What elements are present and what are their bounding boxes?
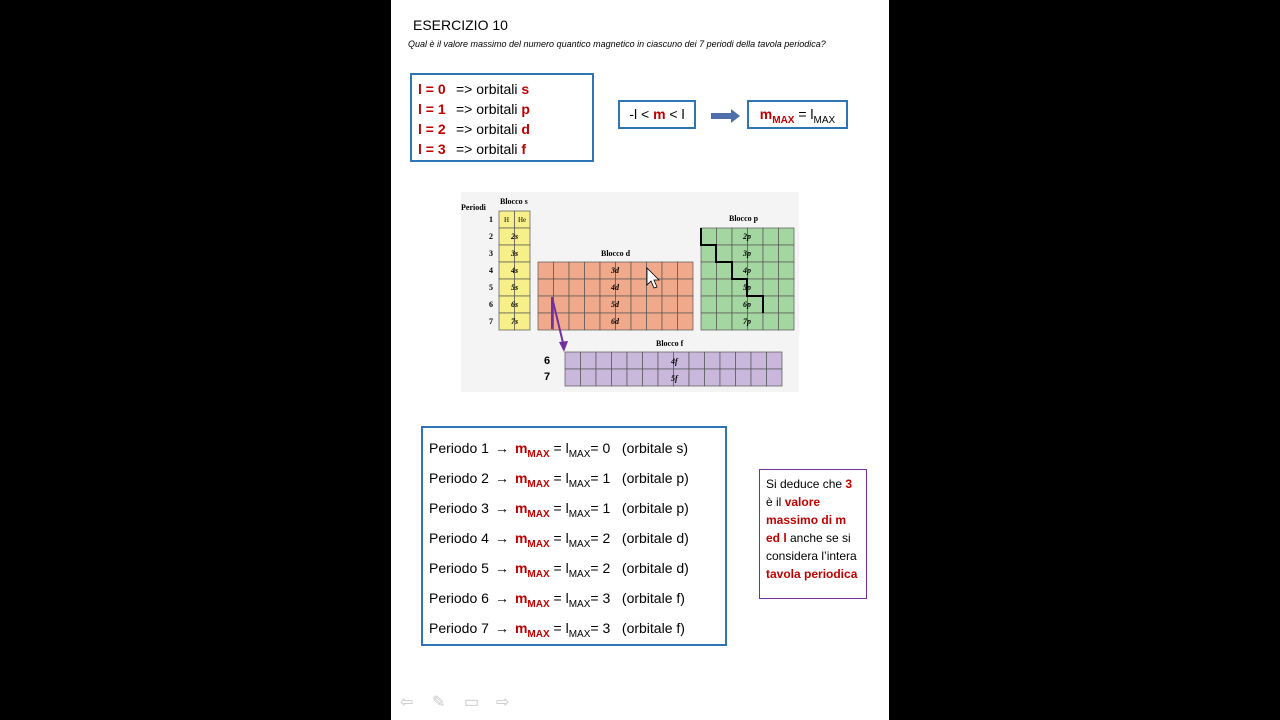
period-number: 7	[489, 317, 493, 326]
d-block-cell	[647, 296, 663, 313]
f-block-arrow-head	[559, 341, 568, 352]
l-sub: MAX	[568, 598, 591, 610]
p-cell-label: 5p	[743, 283, 751, 292]
d-block-cell	[662, 313, 678, 330]
note-highlight: tavola periodica	[766, 567, 858, 581]
orbital-row	[418, 81, 529, 97]
f-block-cell	[612, 352, 628, 369]
s-cell-label: 4s	[511, 266, 519, 275]
periodic-table-figure	[461, 192, 799, 392]
result-value: = 1	[590, 470, 611, 486]
orbital-letter: s	[521, 81, 530, 97]
orbital-text: => orbitali	[456, 81, 522, 97]
mmax-m: m	[759, 106, 773, 122]
f-block-cell	[751, 352, 767, 369]
f-cell-label: 5f	[671, 374, 678, 383]
p-block-cell	[779, 262, 795, 279]
f-block-cell	[596, 369, 612, 386]
p-block-cell	[763, 262, 779, 279]
slide	[391, 0, 889, 720]
eq-symbol: = l	[549, 530, 569, 546]
m-sub: MAX	[527, 448, 550, 460]
d-block-cell	[631, 296, 647, 313]
p-block-label: Blocco p	[729, 214, 759, 223]
result-row	[429, 440, 688, 460]
result-value: = 2	[590, 530, 611, 546]
period-number: 5	[489, 283, 493, 292]
l-sub: MAX	[568, 568, 591, 580]
p-cell-label: 6p	[743, 300, 751, 309]
s-cell-label: 2s	[511, 232, 519, 241]
inequality-box	[618, 100, 696, 129]
f-block-cell	[612, 369, 628, 386]
l-value: l = 1	[418, 101, 446, 117]
result-value: = 2	[590, 560, 611, 576]
eq-symbol: = l	[549, 620, 569, 636]
result-value: = 3	[590, 590, 611, 606]
f-block-cell	[767, 369, 783, 386]
d-block-cell	[538, 279, 554, 296]
f-block-cell	[627, 369, 643, 386]
p-block-cell	[763, 228, 779, 245]
right-arrow-icon: →	[494, 440, 509, 456]
note-text: Si deduce che	[766, 477, 846, 491]
period-label: Periodo 1	[429, 440, 489, 456]
p-block-cell	[779, 228, 795, 245]
d-block-cell	[678, 279, 694, 296]
d-block-cell	[585, 279, 601, 296]
p-block-cell	[717, 313, 733, 330]
right-arrow-icon	[711, 109, 741, 123]
f-block-cell	[627, 352, 643, 369]
d-block-cell	[631, 313, 647, 330]
f-block-cell	[705, 352, 721, 369]
p-cell-label: 2p	[743, 232, 751, 241]
results-box	[421, 426, 727, 646]
ineq-m: m	[653, 106, 666, 122]
d-block-cell	[662, 262, 678, 279]
p-block-cell	[717, 245, 733, 262]
period-number: 6	[489, 300, 493, 309]
screen-icon[interactable]: ▭	[464, 694, 480, 711]
period-label: Periodo 2	[429, 470, 489, 486]
d-block-cell	[569, 279, 585, 296]
l-value: l = 0	[418, 81, 446, 97]
period-label: Periodo 7	[429, 620, 489, 636]
f-row-number: 6	[544, 355, 551, 367]
d-block-cell	[647, 313, 663, 330]
slide-title: ESERCIZIO 10	[413, 17, 508, 33]
p-block-cell	[763, 313, 779, 330]
conclusion-note	[759, 469, 867, 599]
d-block-cell	[585, 296, 601, 313]
d-cell-label: 3d	[611, 266, 619, 275]
d-block-cell	[678, 296, 694, 313]
p-block-cell	[701, 262, 717, 279]
m-symbol: m	[514, 470, 528, 486]
l-value: l = 3	[418, 141, 446, 157]
m-sub: MAX	[527, 508, 550, 520]
p-block-cell	[717, 262, 733, 279]
note-text: è il	[766, 495, 785, 509]
d-cell-label: 5d	[611, 300, 619, 309]
l-sub: MAX	[568, 448, 591, 460]
p-block-cell	[701, 296, 717, 313]
l-sub: MAX	[568, 628, 591, 640]
orbital-text: => orbitali	[456, 121, 522, 137]
l-sub: MAX	[568, 508, 591, 520]
right-arrow-icon: →	[494, 530, 509, 546]
f-block-cell	[736, 369, 752, 386]
f-block-cell	[689, 352, 705, 369]
result-orbital: (orbitale d)	[621, 560, 689, 576]
p-block-cell	[779, 245, 795, 262]
s-cell-label: 5s	[511, 283, 519, 292]
eq-symbol: = l	[549, 440, 569, 456]
l-sub: MAX	[568, 538, 591, 550]
result-row	[429, 620, 685, 640]
d-block-cell	[569, 313, 585, 330]
s-cell-label: H	[504, 216, 510, 224]
orbitals-box	[410, 73, 594, 162]
m-symbol: m	[514, 530, 528, 546]
orbital-letter: f	[521, 141, 527, 157]
p-cell-label: 3p	[743, 249, 751, 258]
p-block-cell	[779, 313, 795, 330]
eq-symbol: = l	[549, 590, 569, 606]
f-cell-label: 4f	[671, 357, 678, 366]
l-sub: MAX	[568, 478, 591, 490]
f-block-cell	[720, 352, 736, 369]
note-number: 3	[845, 477, 853, 491]
p-block-cell	[717, 296, 733, 313]
right-arrow-icon: →	[494, 620, 509, 636]
d-block-cell	[538, 262, 554, 279]
orbital-text: => orbitali	[456, 141, 522, 157]
d-block-cell	[631, 279, 647, 296]
forward-arrow-icon[interactable]: ⇨	[496, 694, 510, 711]
period-label: Periodo 6	[429, 590, 489, 606]
p-block-cell	[717, 228, 733, 245]
f-block-cell	[736, 352, 752, 369]
f-row-number: 7	[544, 371, 551, 383]
result-orbital: (orbitale p)	[621, 500, 689, 516]
orbital-row	[418, 141, 526, 157]
d-block-cell	[554, 262, 570, 279]
pen-icon[interactable]: ✎	[432, 694, 446, 711]
d-block-label: Blocco d	[601, 249, 631, 258]
s-cell-label: 7s	[511, 317, 519, 326]
right-arrow-icon: →	[494, 470, 509, 486]
periodic-table-svg	[461, 192, 799, 392]
mmax-eq: = l	[794, 106, 814, 122]
f-block-cell	[565, 369, 581, 386]
period-number: 3	[489, 249, 493, 258]
result-value: = 3	[590, 620, 611, 636]
result-row	[429, 590, 685, 610]
d-block-cell	[554, 279, 570, 296]
ineq-right: < l	[665, 106, 685, 122]
orbital-row	[418, 121, 530, 137]
f-block-cell	[705, 369, 721, 386]
note-text: anche se si considera l’intera	[766, 531, 857, 563]
result-orbital: (orbitale f)	[621, 620, 685, 636]
s-cell-label: 6s	[511, 300, 519, 309]
p-block-cell	[701, 245, 717, 262]
right-arrow-icon: →	[494, 500, 509, 516]
m-symbol: m	[514, 590, 528, 606]
f-block-cell	[581, 369, 597, 386]
p-cell-label: 7p	[743, 317, 751, 326]
s-cell-label: 3s	[511, 249, 519, 258]
period-number: 2	[489, 232, 493, 241]
question-text: Qual è il valore massimo del numero quantico magnetico in ciascuno dei 7 periodi della tavola periodica?	[408, 39, 826, 49]
orbital-row	[418, 101, 530, 117]
d-block-cell	[678, 262, 694, 279]
result-orbital: (orbitale f)	[621, 590, 685, 606]
eq-symbol: = l	[549, 470, 569, 486]
p-block-cell	[763, 245, 779, 262]
l-value: l = 2	[418, 121, 446, 137]
m-symbol: m	[514, 620, 528, 636]
result-orbital: (orbitale p)	[621, 470, 689, 486]
period-label: Periodo 5	[429, 560, 489, 576]
m-sub: MAX	[527, 568, 550, 580]
orbital-letter: d	[521, 121, 530, 137]
f-block-cell	[565, 352, 581, 369]
f-block-cell	[767, 352, 783, 369]
s-cell-label: He	[518, 216, 527, 224]
d-block-cell	[678, 313, 694, 330]
period-number: 1	[489, 215, 493, 224]
eq-symbol: = l	[549, 560, 569, 576]
s-block-label: Blocco s	[500, 197, 528, 206]
period-numbers	[489, 215, 493, 326]
period-number: 4	[489, 266, 493, 275]
back-arrow-icon[interactable]: ⇦	[400, 694, 414, 711]
d-block-cell	[662, 296, 678, 313]
f-block-label: Blocco f	[656, 339, 684, 348]
result-value: = 0	[590, 440, 611, 456]
m-symbol: m	[514, 440, 528, 456]
d-block-cell	[569, 296, 585, 313]
p-cell-label: 4p	[743, 266, 751, 275]
d-cell-label: 6d	[611, 317, 619, 326]
orbital-text: => orbitali	[456, 101, 522, 117]
note-highlight: valore massimo di m ed l	[766, 495, 847, 545]
m-sub: MAX	[527, 538, 550, 550]
d-block-cell	[585, 262, 601, 279]
result-row	[429, 560, 689, 580]
p-block-cell	[701, 313, 717, 330]
m-symbol: m	[514, 560, 528, 576]
result-value: = 1	[590, 500, 611, 516]
f-block-cell	[751, 369, 767, 386]
p-block-cell	[779, 279, 795, 296]
d-block-cell	[662, 279, 678, 296]
periods-label: Periodi	[461, 203, 486, 212]
p-block-cell	[779, 296, 795, 313]
d-block-cell	[631, 262, 647, 279]
f-block-cell	[689, 369, 705, 386]
result-orbital: (orbitale d)	[621, 530, 689, 546]
right-arrow-icon: →	[494, 560, 509, 576]
f-block-cell	[643, 369, 659, 386]
m-sub: MAX	[527, 598, 550, 610]
result-orbital: (orbitale s)	[621, 440, 689, 456]
period-label: Periodo 3	[429, 500, 489, 516]
eq-symbol: = l	[549, 500, 569, 516]
f-block-cell	[720, 369, 736, 386]
d-block-cell	[569, 262, 585, 279]
ineq-left: -l <	[629, 106, 654, 122]
result-row	[429, 500, 689, 520]
d-cell-label: 4d	[611, 283, 619, 292]
m-sub: MAX	[527, 478, 550, 490]
p-block-cell	[763, 296, 779, 313]
p-block-cell	[717, 279, 733, 296]
f-block-cell	[581, 352, 597, 369]
f-block-cell	[596, 352, 612, 369]
p-block-cell	[701, 279, 717, 296]
mmax-l-sub: MAX	[813, 114, 836, 126]
result-row	[429, 530, 689, 550]
p-block-cell	[701, 228, 717, 245]
right-arrow-icon: →	[494, 590, 509, 606]
p-block-cell	[763, 279, 779, 296]
period-label: Periodo 4	[429, 530, 489, 546]
m-symbol: m	[514, 500, 528, 516]
result-row	[429, 470, 689, 490]
mmax-box	[747, 100, 848, 129]
d-block-cell	[585, 313, 601, 330]
m-sub: MAX	[527, 628, 550, 640]
f-block-cell	[643, 352, 659, 369]
orbital-letter: p	[521, 101, 530, 117]
mmax-m-sub: MAX	[772, 114, 795, 126]
